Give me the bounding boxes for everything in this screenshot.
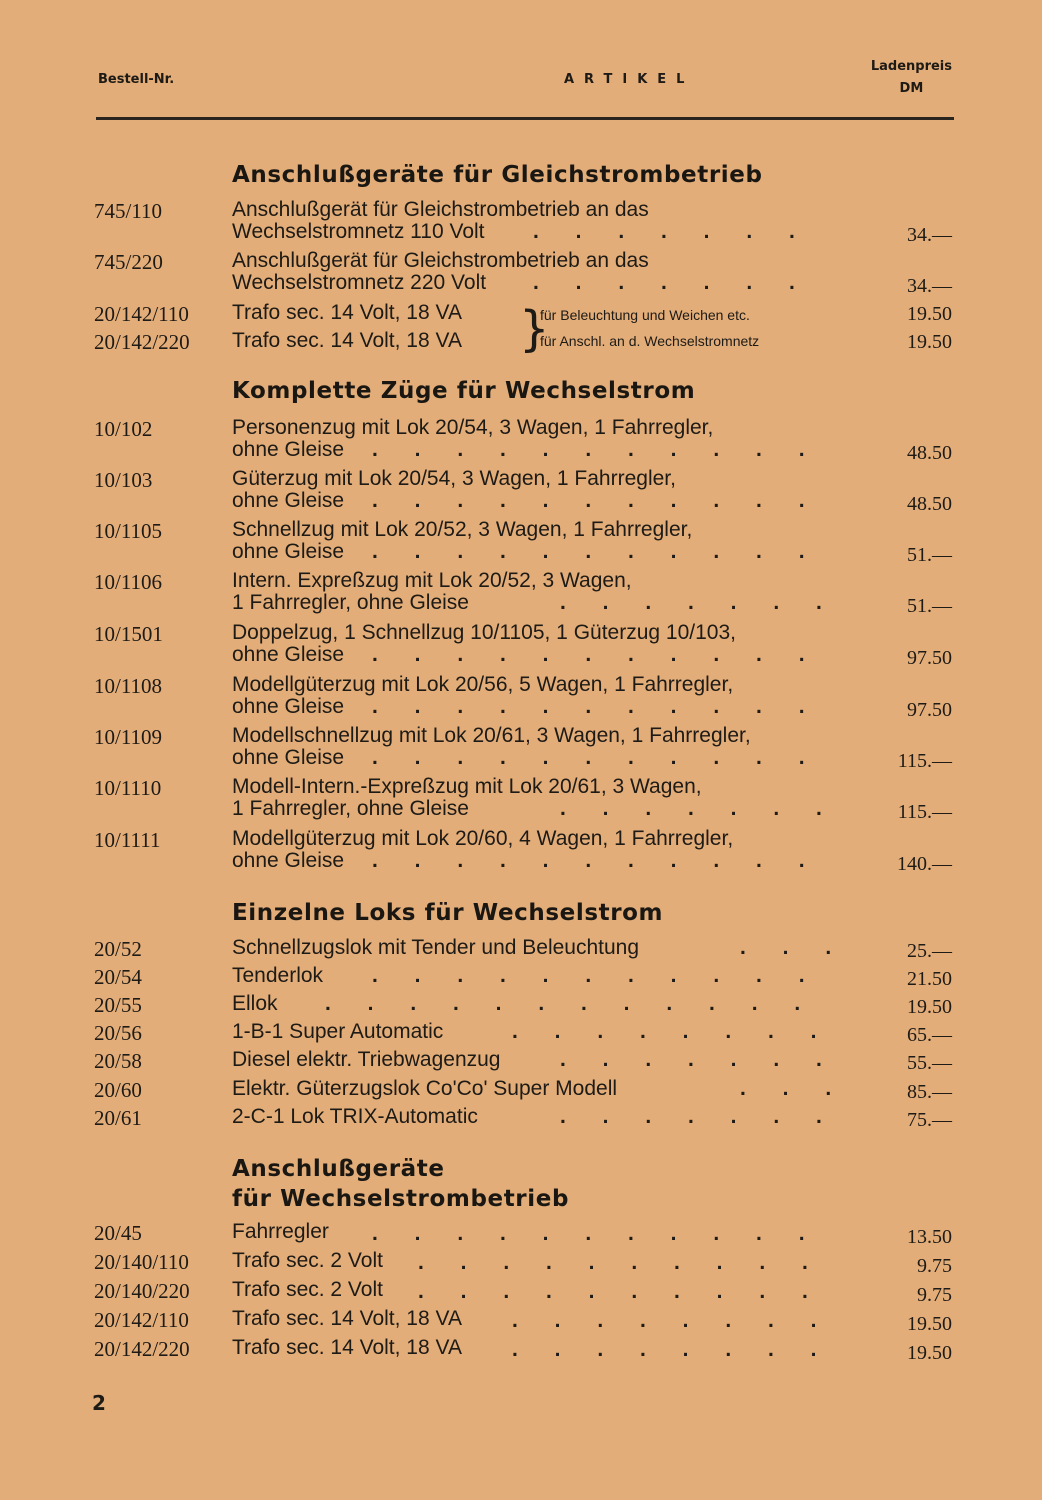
price: 140.— [897, 853, 952, 875]
description-line: Diesel elektr. Triebwagenzug [232, 1048, 501, 1071]
order-number: 20/56 [94, 1021, 142, 1045]
order-number: 10/1109 [94, 725, 163, 749]
article-description [232, 1337, 462, 1359]
description-line: 1 Fahrregler, ohne Gleise [232, 591, 469, 614]
description-line: 2-C-1 Lok TRIX-Automatic [232, 1105, 478, 1128]
price: 9.75 [917, 1255, 952, 1277]
leader-dots: . . . . . . . . . . . [372, 489, 821, 512]
leader-dots: . . . . . . . . . . . [372, 540, 821, 563]
section-title: Einzelne Loks für Wechselstrom [232, 900, 664, 926]
price: 75.— [907, 1109, 952, 1131]
description-line: ohne Gleise [232, 746, 345, 769]
description-line: Modellgüterzug mit Lok 20/56, 5 Wagen, 1 Fahrregler, [232, 673, 734, 696]
description-line: ohne Gleise [232, 695, 345, 718]
order-number: 10/1105 [94, 519, 163, 543]
description-line: 1-B-1 Super Automatic [232, 1020, 444, 1043]
article-description [232, 993, 278, 1015]
description-line: Schnellzugslok mit Tender und Beleuchtung [232, 936, 640, 959]
leader-dots: . . . . . . . . . . . [372, 695, 821, 718]
description-line: Wechselstromnetz 220 Volt [232, 271, 487, 294]
article-description [232, 1250, 383, 1272]
order-number: 20/142/110 [94, 1308, 189, 1332]
leader-dots: . . . . . . . . . . . [372, 964, 821, 987]
price: 19.50 [907, 1313, 952, 1335]
description-line: Trafo sec. 14 Volt, 18 VA [232, 329, 462, 352]
brace-icon: } [519, 301, 550, 357]
leader-dots: . . . . . . . [560, 797, 838, 820]
price: 51.— [907, 595, 952, 617]
description-line: ohne Gleise [232, 438, 345, 461]
leader-dots: . . . . . . . . [512, 1309, 833, 1332]
leader-dots: . . . . . . . [560, 591, 838, 614]
leader-dots: . . . . . . . . [512, 1338, 833, 1361]
section-title: Anschlußgeräte für Gleichstrombetrieb [232, 162, 763, 188]
article-description [232, 330, 462, 352]
description-line: Wechselstromnetz 110 Volt [232, 220, 485, 243]
price-header-line2: DM [899, 81, 924, 96]
leader-dots: . . . . . . . [533, 271, 811, 294]
description-line: Anschlußgerät für Gleichstrombetrieb an das [232, 198, 649, 221]
description-line: Anschlußgerät für Gleichstrombetrieb an das [232, 249, 649, 272]
article-description [232, 302, 462, 324]
price: 115.— [897, 750, 952, 772]
order-number: 10/1110 [94, 776, 162, 800]
price: 25.— [907, 940, 952, 962]
description-line: Elektr. Güterzugslok Co'Co' Super Modell [232, 1077, 618, 1100]
order-number: 20/142/220 [94, 1337, 190, 1361]
leader-dots: . . . . . . . . . . . [372, 438, 821, 461]
order-number: 745/110 [94, 199, 163, 223]
price: 13.50 [907, 1226, 952, 1248]
order-number: 20/61 [94, 1106, 142, 1130]
order-number: 20/58 [94, 1049, 142, 1073]
article-description [232, 1106, 478, 1128]
leader-dots: . . . . . . . [533, 220, 811, 243]
description-line: ohne Gleise [232, 643, 345, 666]
usage-note: für Anschl. an d. Wechselstromnetz [540, 333, 760, 349]
description-line: Schnellzug mit Lok 20/52, 3 Wagen, 1 Fahrregler, [232, 518, 693, 541]
order-number: 20/54 [94, 965, 142, 989]
description-line: Modell-Intern.-Expreßzug mit Lok 20/61, 3 Wagen, [232, 775, 702, 798]
price: 97.50 [907, 647, 952, 669]
article-description [232, 965, 323, 987]
description-line: Fahrregler [232, 1220, 329, 1243]
order-number: 20/45 [94, 1221, 142, 1245]
price: 19.50 [907, 1342, 952, 1364]
order-number: 10/1106 [94, 570, 163, 594]
price: 51.— [907, 544, 952, 566]
order-number: 745/220 [94, 250, 163, 274]
leader-dots: . . . . . . . [560, 1048, 838, 1071]
order-number: 10/103 [94, 468, 153, 492]
description-line: Güterzug mit Lok 20/54, 3 Wagen, 1 Fahrregler, [232, 467, 676, 490]
description-line: Modellgüterzug mit Lok 20/60, 4 Wagen, 1 Fahrregler, [232, 827, 734, 850]
description-line: Trafo sec. 14 Volt, 18 VA [232, 301, 462, 324]
usage-note: für Beleuchtung und Weichen etc. [540, 307, 750, 323]
price: 21.50 [907, 968, 952, 990]
price: 48.50 [907, 442, 952, 464]
description-line: ohne Gleise [232, 540, 345, 563]
article-description [232, 1308, 462, 1330]
price: 48.50 [907, 493, 952, 515]
description-line: Modellschnellzug mit Lok 20/61, 3 Wagen, 1 Fahrregler, [232, 724, 751, 747]
price: 19.50 [907, 303, 952, 325]
description-line: Trafo sec. 2 Volt [232, 1249, 383, 1272]
leader-dots: . . . . . . . . . . . [372, 746, 821, 769]
article-header: ARTIKEL [564, 72, 695, 87]
order-number-header: Bestell-Nr. [98, 72, 175, 87]
description-line: Intern. Expreßzug mit Lok 20/52, 3 Wagen, [232, 569, 632, 592]
description-line: Tenderlok [232, 964, 324, 987]
price-header-line1: Ladenpreis [870, 59, 952, 74]
article-description [232, 937, 639, 959]
description-line: Doppelzug, 1 Schnellzug 10/1105, 1 Güterzug 10/103, [232, 621, 736, 644]
article-description [232, 1221, 329, 1243]
price: 65.— [907, 1024, 952, 1046]
leader-dots: . . . [740, 1077, 847, 1100]
order-number: 10/1111 [94, 828, 161, 852]
description-line: Trafo sec. 14 Volt, 18 VA [232, 1307, 462, 1330]
article-description [232, 1279, 383, 1301]
leader-dots: . . . [740, 936, 847, 959]
column-header [96, 56, 954, 108]
article-description [232, 1078, 617, 1100]
order-number: 20/140/220 [94, 1279, 190, 1303]
article-description [232, 1021, 443, 1043]
article-description [232, 1049, 500, 1071]
leader-dots: . . . . . . . . . . . . [325, 992, 816, 1015]
order-number: 20/55 [94, 993, 142, 1017]
price: 115.— [897, 801, 952, 823]
section-title: Komplette Züge für Wechselstrom [232, 378, 696, 404]
order-number: 20/60 [94, 1078, 142, 1102]
price: 55.— [907, 1052, 952, 1074]
section-title-line: für Wechselstrombetrieb [232, 1186, 570, 1212]
price: 34.— [907, 224, 952, 246]
order-number: 10/1108 [94, 674, 163, 698]
order-number: 10/102 [94, 417, 153, 441]
price-header [871, 56, 952, 100]
order-number: 20/140/110 [94, 1250, 189, 1274]
order-number: 10/1501 [94, 622, 163, 646]
description-line: Trafo sec. 14 Volt, 18 VA [232, 1336, 462, 1359]
price: 9.75 [917, 1284, 952, 1306]
description-line: ohne Gleise [232, 849, 345, 872]
order-number: 20/52 [94, 937, 142, 961]
description-line: Ellok [232, 992, 278, 1015]
leader-dots: . . . . . . . [560, 1105, 838, 1128]
price: 19.50 [907, 331, 952, 353]
price: 85.— [907, 1081, 952, 1103]
leader-dots: . . . . . . . . [512, 1020, 833, 1043]
leader-dots: . . . . . . . . . . [418, 1280, 824, 1303]
header-rule [96, 117, 954, 120]
description-line: Personenzug mit Lok 20/54, 3 Wagen, 1 Fahrregler, [232, 416, 714, 439]
section-title-line: Anschlußgeräte [232, 1156, 445, 1182]
leader-dots: . . . . . . . . . . . [372, 643, 821, 666]
price: 19.50 [907, 996, 952, 1018]
page-number: 2 [92, 1391, 106, 1415]
order-number: 20/142/220 [94, 330, 190, 354]
description-line: Trafo sec. 2 Volt [232, 1278, 383, 1301]
leader-dots: . . . . . . . . . . . [372, 849, 821, 872]
price: 97.50 [907, 699, 952, 721]
order-number: 20/142/110 [94, 302, 189, 326]
price: 34.— [907, 275, 952, 297]
description-line: 1 Fahrregler, ohne Gleise [232, 797, 469, 820]
leader-dots: . . . . . . . . . . [418, 1251, 824, 1274]
leader-dots: . . . . . . . . . . . [372, 1222, 821, 1245]
description-line: ohne Gleise [232, 489, 345, 512]
